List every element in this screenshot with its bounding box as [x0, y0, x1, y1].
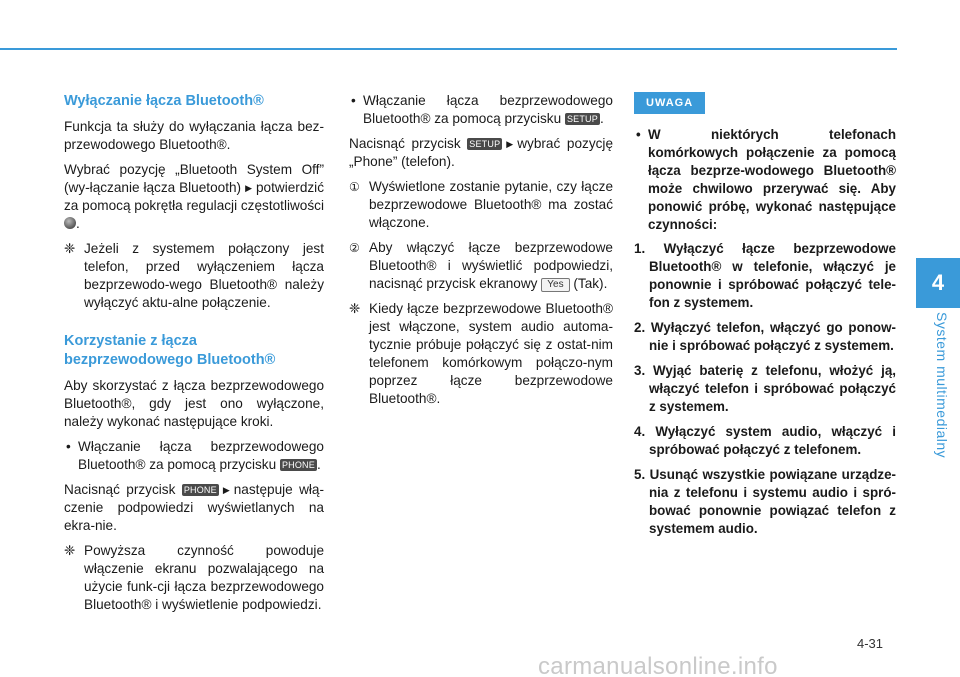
warning-step: 3. Wyjąć baterię z telefonu, włożyć ją, włączyć telefon i spróbować połączyć z systemem.: [634, 363, 896, 414]
note: ❈ Powyższa czynność powoduje włączenie ekranu pozwalającego na użycie funk-cji łącza bezprzewodowego Bluetooth® i wyświetlenie podpowiedzi.: [64, 543, 324, 612]
section-heading-disable: Wyłączanie łącza Bluetooth®: [64, 93, 264, 109]
paragraph: Wybrać pozycję „Bluetooth System Off” (wy-łączanie łącza Bluetooth) ▶ potwierdzić za pomocą pokrętła regulacji częstotliwości .: [64, 162, 324, 231]
section-heading-enable: Korzystanie z łącza bezprzewodowego Bluetooth®: [64, 333, 276, 368]
step: ② Aby włączyć łącze bezprzewodowe Bluetooth® i wyświetlić podpowiedzi, nacisnąć przycisk ekranowy Yes (Tak).: [349, 240, 613, 291]
paragraph: Funkcja ta służy do wyłączania łącza bez-przewodowego Bluetooth®.: [64, 119, 324, 152]
paragraph: Nacisnąć przycisk SETUP ▶ wybrać pozycję „Phone” (telefon).: [349, 136, 613, 169]
column-2: [349, 92, 613, 408]
phone-button-icon: PHONE: [183, 485, 217, 495]
arrow-right-icon: ▶: [506, 139, 514, 149]
page-number: 4-31: [857, 636, 884, 651]
chapter-tab: [916, 258, 960, 308]
arrow-right-icon: ▶: [222, 485, 230, 495]
warning-label: UWAGA: [634, 92, 705, 114]
warning-step: 1. Wyłączyć łącze bezprzewodowe Bluetooth® w telefonie, włączyć je ponownie i spróbować połączyć tele-fon z systemem.: [634, 241, 896, 310]
note-mark-icon: ❈: [64, 543, 76, 558]
setup-button-icon: SETUP: [469, 139, 501, 149]
note: ❈ Kiedy łącze bezprzewodowe Bluetooth® jest włączone, system audio automa-tycznie próbuje połączyć się z ostat-nim telefonem komórkowym połączo-nym poprzez łącze bezprzewodowe Bluetooth®.: [349, 301, 613, 406]
warning-steps: [634, 240, 896, 538]
note-mark-icon: ❈: [64, 241, 76, 256]
warning-intro: • W niektórych telefonach komórkowych połączenie za pomocą łącza bezprze-wodowego Bluetooth® może chwilowo przerywać się. Aby ponowić próbę, wykonać następujące czynności:: [634, 126, 896, 234]
warning-step: 5. Usunąć wszystkie powiązane urządze-nia z telefonu i systemu audio i spró-bować ponownie powiązać telefon z systemem audio.: [634, 467, 896, 536]
column-3: [634, 92, 896, 538]
note: ❈ Jeżeli z systemem połączony jest telefon, przed wyłączeniem łącza bezprzewodo-wego Bluetooth® należy wyłączyć aktu-alne połączenie.: [64, 241, 324, 310]
step: ① Wyświetlone zostanie pytanie, czy łącze bezprzewodowe Bluetooth® ma zostać włączone.: [349, 179, 613, 230]
step-number-1: ①: [349, 180, 360, 194]
warning-step: 2. Wyłączyć telefon, włączyć go ponow-nie i spróbować połączyć z systemem.: [634, 320, 896, 353]
column-1: [64, 92, 324, 614]
warning-step: 4. Wyłączyć system audio, włączyć i spróbować połączyć z telefonem.: [634, 424, 896, 457]
chapter-number: 4: [931, 270, 945, 295]
header-rule: [0, 48, 897, 50]
tune-knob-icon: [64, 217, 76, 229]
paragraph: Nacisnąć przycisk PHONE ▶ następuje włą-czenie podpowiedzi wyświetlanych na ekra-nie.: [64, 482, 325, 533]
warning-content: [634, 126, 896, 538]
list-item: • Włączanie łącza bezprzewodowego Bluetooth® za pomocą przycisku SETUP .: [349, 92, 613, 128]
list-item: • Włączanie łącza bezprzewodowego Bluetooth® za pomocą przycisku PHONE .: [64, 438, 324, 474]
arrow-right-icon: ▶: [245, 183, 252, 193]
step-number-2: ②: [349, 241, 360, 255]
note-mark-icon: ❈: [349, 301, 361, 316]
paragraph: Aby skorzystać z łącza bezprzewodowego Bluetooth®, gdy jest ono wyłączone, należy wykonać następujące kroki.: [64, 378, 324, 429]
phone-button-icon: PHONE: [281, 460, 315, 470]
watermark: carmanualsonline.info: [538, 653, 778, 677]
yes-button-icon: Yes: [541, 278, 569, 292]
chapter-title: System multimedialny: [934, 312, 950, 459]
setup-button-icon: SETUP: [566, 114, 598, 124]
